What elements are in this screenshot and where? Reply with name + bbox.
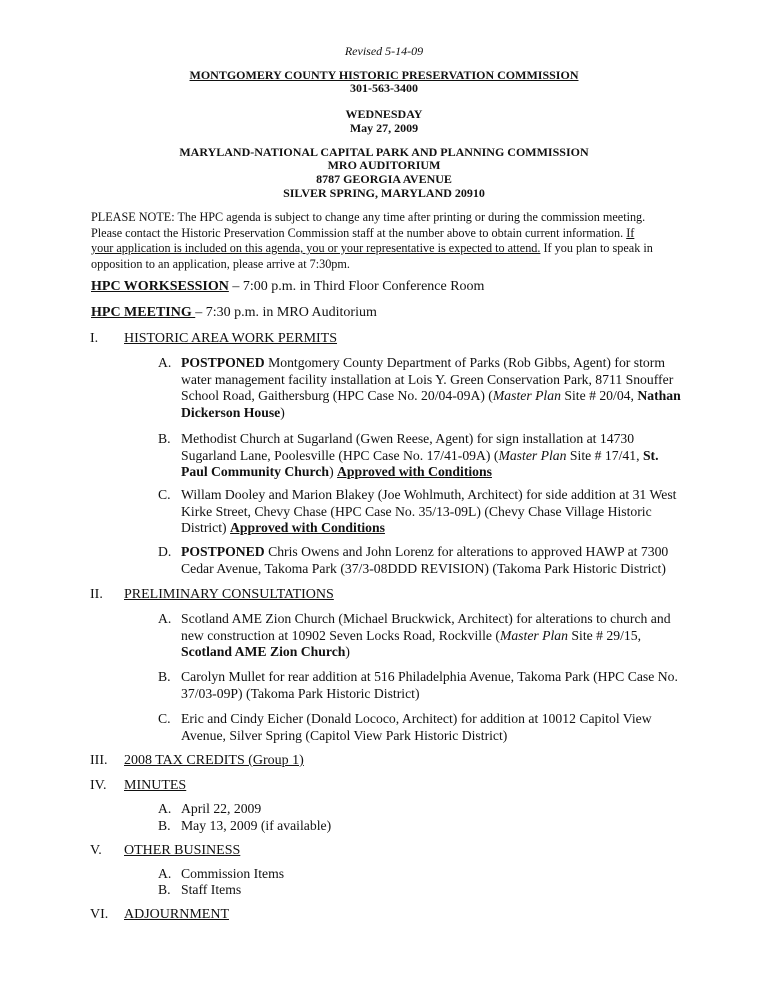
section-title: HISTORIC AREA WORK PERMITS [124, 331, 338, 346]
item-desc: ) [329, 464, 338, 479]
item-decision: Approved with Conditions [337, 464, 492, 479]
item-label: B. [158, 882, 171, 897]
item-text: Commission Items [181, 866, 285, 881]
venue-name: MRO AUDITORIUM [327, 158, 441, 172]
item-desc: ) [345, 644, 350, 659]
list-item [158, 882, 242, 899]
section-title: OTHER BUSINESS [124, 843, 241, 858]
agenda-item [158, 611, 688, 661]
agenda-item [158, 711, 688, 744]
item-italic: Master Plan [492, 388, 561, 403]
agenda-item [158, 669, 688, 702]
item-site-name: St. Paul Community Church [181, 447, 659, 479]
item-label: D. [158, 544, 172, 559]
note-line [91, 241, 691, 257]
item-text: April 22, 2009 [181, 801, 262, 816]
item-label: A. [158, 866, 172, 881]
list-item [158, 818, 332, 835]
item-desc: Montgomery County Department of Parks (Rob Gibbs, Agent) for storm water management facility installation at Lois Y. Green Conservation Park, 8711 Snouffer School Road, Gaithersburg (HPC Case No. 20/04-09A) ( [181, 355, 674, 403]
section-title: 2008 TAX CREDITS (Group 1) [124, 753, 304, 768]
section-title: PRELIMINARY CONSULTATIONS [124, 587, 334, 602]
section-title: MINUTES [124, 778, 187, 793]
item-text: Carolyn Mullet for rear addition at 516 Philadelphia Avenue, Takoma Park (HPC Case No. 37/03-09P) (Takoma Park Historic District) [181, 669, 678, 701]
item-text [181, 431, 688, 481]
item-desc: Methodist Church at Sugarland (Gwen Reese, Agent) for sign installation at 14730 Sugarland Lane, Poolesville (HPC Case No. 17/41-09A) ( [181, 431, 635, 463]
item-decision: Approved with Conditions [230, 520, 385, 535]
please-note [91, 210, 691, 272]
item-italic: Master Plan [498, 447, 567, 463]
revised-date: Revised 5-14-09 [344, 44, 424, 58]
meeting-day: WEDNESDAY [345, 107, 423, 121]
worksession-text: – 7:00 p.m. in Third Floor Conference Room [228, 279, 485, 294]
item-desc: Willam Dooley and Marion Blakey (Joe Wohlmuth, Architect) for side addition at 31 West Kirke Street, Chevy Chase (HPC Case No. 35/13-09L) (Chevy Chase Village Historic District) [181, 487, 677, 535]
worksession-label: HPC WORKSESSION [91, 279, 229, 294]
agenda-item [158, 355, 688, 421]
meeting-text: – 7:30 p.m. in MRO Auditorium [195, 305, 377, 320]
section-number: I. [90, 331, 99, 346]
list-item [158, 801, 262, 818]
meeting-label: HPC MEETING [91, 305, 196, 320]
item-site-name: Nathan Dickerson House [181, 388, 681, 420]
note-underlined: If [626, 225, 635, 240]
meeting-date: May 27, 2009 [349, 121, 419, 135]
item-text [181, 487, 688, 537]
item-text [181, 355, 688, 421]
note-line [91, 226, 691, 242]
note-text: Please contact the Historic Preservation Commission staff at the number above to obtain current information. [91, 225, 627, 240]
note-line: opposition to an application, please arrive at 7:30pm. [91, 256, 350, 271]
item-desc: Site # 20/04, [560, 388, 638, 403]
list-item [158, 866, 285, 883]
item-desc: Site # 17/41, [566, 447, 643, 463]
item-italic: Master Plan [499, 627, 568, 643]
section-number: V. [90, 843, 102, 858]
item-label: B. [158, 669, 171, 684]
item-status: POSTPONED [181, 355, 265, 370]
commission-title-text: MONTGOMERY COUNTY HISTORIC PRESERVATION COMMISSION [189, 68, 579, 82]
venue-city: SILVER SPRING, MARYLAND 20910 [283, 186, 485, 200]
item-label: B. [158, 431, 171, 446]
item-label: A. [158, 611, 172, 626]
item-label: C. [158, 487, 171, 502]
note-underlined: your application is included on this agenda, you or your representative is expected to attend. [91, 241, 541, 255]
item-label: B. [158, 818, 171, 833]
item-desc: ) [280, 404, 285, 420]
section-number: II. [90, 587, 103, 602]
venue-street: 8787 GEORGIA AVENUE [316, 172, 452, 186]
worksession-line [91, 278, 484, 295]
item-site-name: Scotland AME Zion Church [181, 644, 346, 659]
meeting-line [91, 304, 377, 321]
item-label: A. [158, 355, 172, 370]
note-line: PLEASE NOTE: The HPC agenda is subject to change any time after printing or during the commission meeting. [91, 210, 646, 224]
item-desc: Scotland AME Zion Church (Michael Bruckwick, Architect) for alterations to church and new construction at 10902 Seven Locks Road, Rockville ( [181, 611, 671, 643]
item-desc: Site # 29/15, [568, 627, 642, 643]
section-title: ADJOURNMENT [124, 907, 229, 922]
item-desc: Chris Owens and John Lorenz for alterations to approved HAWP at 7300 Cedar Avenue, Takoma Park (37/3-08DDD REVISION) (Takoma Park Historic District) [181, 544, 669, 576]
section-number: IV. [90, 778, 107, 793]
section-number: III. [90, 753, 108, 768]
item-label: A. [158, 801, 172, 816]
item-text [181, 611, 688, 661]
item-label: C. [158, 711, 171, 726]
item-text [181, 544, 688, 577]
agenda-item [158, 544, 688, 577]
org-name: MARYLAND-NATIONAL CAPITAL PARK AND PLANNING COMMISSION [179, 145, 589, 159]
agenda-item [158, 487, 688, 537]
section-number: VI. [90, 907, 109, 922]
agenda-item [158, 431, 688, 481]
note-text: If you plan to speak in [540, 241, 653, 255]
item-status: POSTPONED [181, 544, 265, 559]
item-text: Eric and Cindy Eicher (Donald Lococo, Architect) for addition at 10012 Capitol View Avenue, Silver Spring (Capitol View Park Historic District) [181, 711, 652, 743]
item-text: May 13, 2009 (if available) [181, 818, 332, 833]
commission-phone: 301-563-3400 [350, 81, 418, 95]
item-text: Staff Items [181, 882, 242, 897]
